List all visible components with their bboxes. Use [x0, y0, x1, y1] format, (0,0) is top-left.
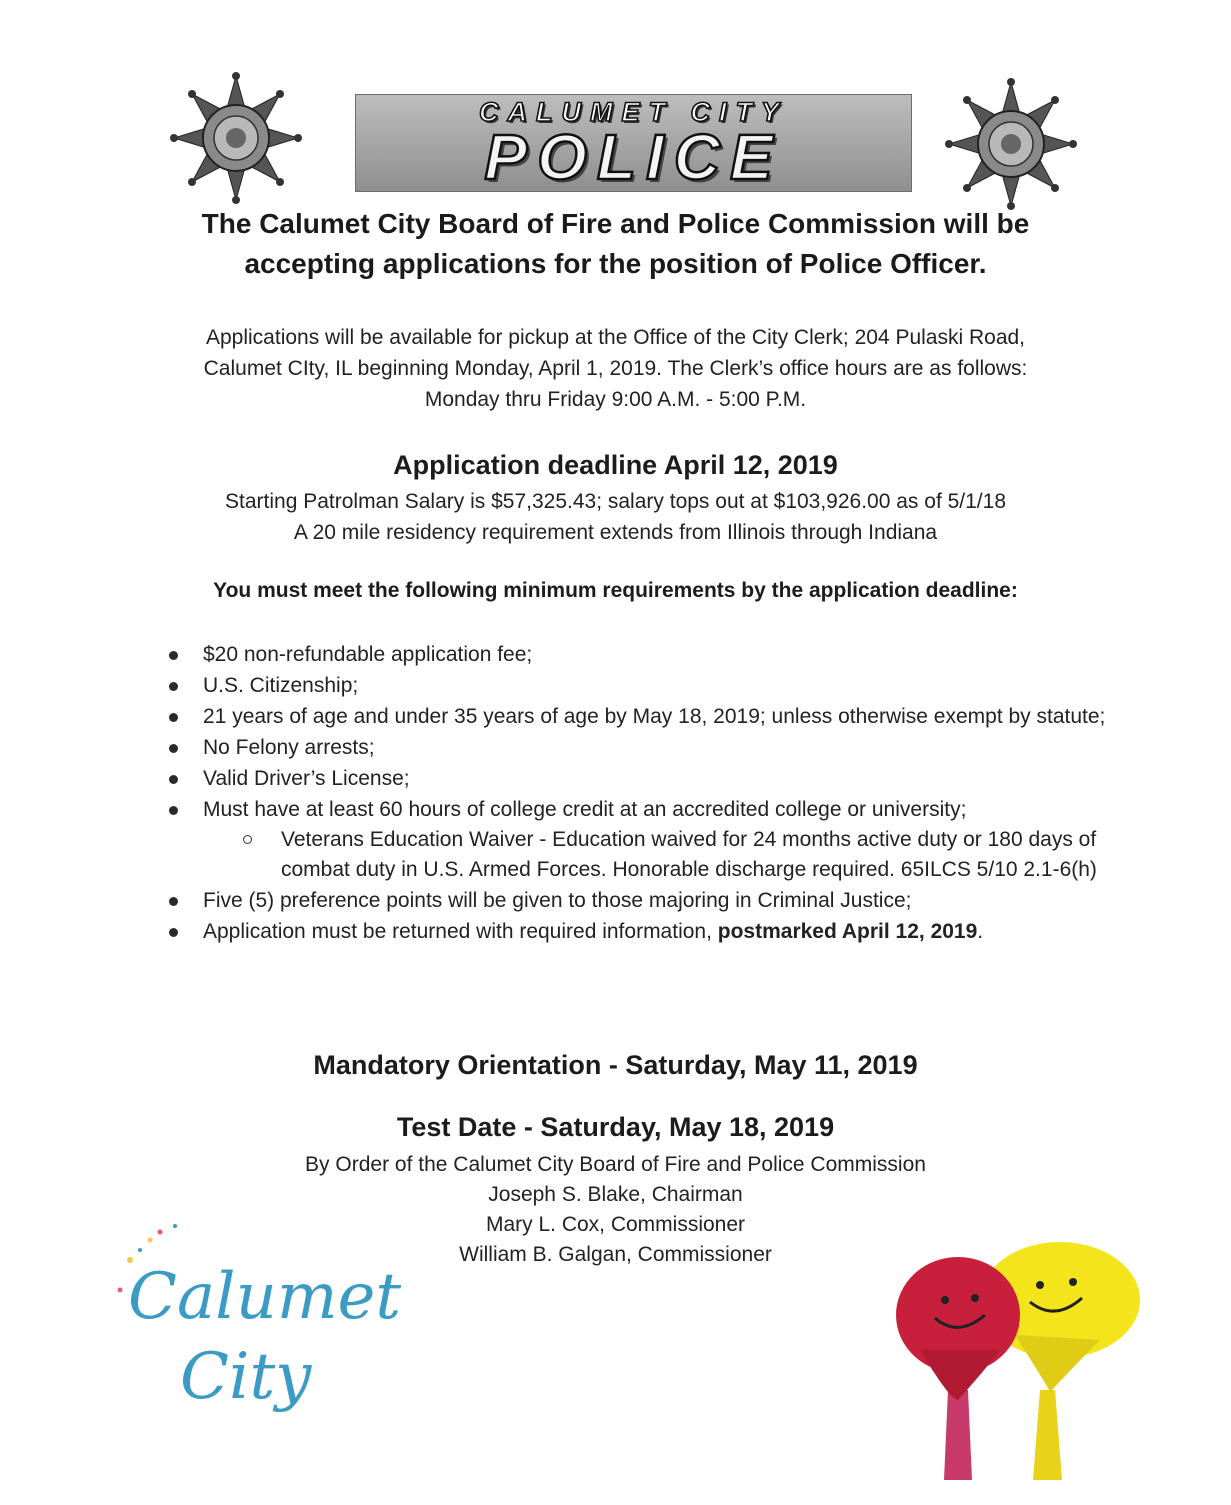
signature-line-3: Mary L. Cox, Commissioner [485, 1213, 746, 1236]
calumet-city-police-banner [355, 94, 912, 192]
list-item [165, 795, 1140, 885]
signature-line-1: By Order of the Calumet City Board of Fire and Police Commission [305, 1153, 926, 1176]
intro-paragraph [0, 322, 1231, 415]
list-item: 21 years of age and under 35 years of age by May 18, 2019; unless otherwise exempt by statute; [165, 702, 1140, 732]
sub-list-item: Veterans Education Waiver - Education waived for 24 months active duty or 180 days of combat duty in U.S. Armed Forces. Honorable discharge required. 65ILCS 5/10 2.1-6(h) [203, 825, 1140, 885]
list-item-text: Must have at least 60 hours of college credit at an accredited college or university; [203, 798, 967, 821]
banner-police-text: POLICE [484, 121, 783, 193]
calumet-city-logo [100, 1220, 402, 1420]
logo-word-calumet: Calumet [128, 1260, 402, 1334]
banner-city-text: CALUMET CITY [479, 97, 788, 127]
logo-word-city: City [180, 1340, 312, 1414]
application-deadline-heading: Application deadline April 12, 2019 [393, 450, 838, 480]
intro-line-1: Applications will be available for pickup at the Office of the City Clerk; 204 Pulaski Road, [205, 326, 1026, 349]
requirements-heading: You must meet the following minimum requirements by the application deadline: [213, 579, 1018, 602]
intro-line-2: Calumet CIty, IL beginning Monday, April 1, 2019. The Clerk’s office hours are as follows: [203, 357, 1028, 380]
signature-line-4: William B. Galgan, Commissioner [459, 1243, 772, 1266]
list-item: $20 non-refundable application fee; [165, 640, 1140, 670]
list-item: Five (5) preference points will be given to those majoring in Criminal Justice; [165, 886, 1140, 916]
postmark-date: postmarked April 12, 2019 [717, 920, 978, 943]
salary-line-1: Starting Patrolman Salary is $57,325.43; salary tops out at $103,926.00 as of 5/1/18 [225, 490, 1006, 513]
headline [0, 204, 1231, 284]
test-date: Test Date - Saturday, May 18, 2019 [396, 1112, 835, 1142]
salary-info [0, 486, 1231, 548]
signature-line-2: Joseph S. Blake, Chairman [488, 1183, 743, 1206]
intro-line-3: Monday thru Friday 9:00 A.M. - 5:00 P.M. [424, 388, 807, 411]
list-item-text: Application must be returned with required information, [203, 920, 718, 943]
orientation-date: Mandatory Orientation - Saturday, May 11, 2019 [313, 1050, 918, 1080]
sub-list [203, 825, 1140, 885]
headline-line-2: accepting applications for the position of Police Officer. [244, 248, 987, 279]
smiley-water-towers-image [890, 1240, 1150, 1480]
requirements-list [165, 640, 1140, 948]
headline-line-1: The Calumet City Board of Fire and Police Commission will be [201, 208, 1030, 239]
list-item: No Felony arrests; [165, 733, 1140, 763]
salary-line-2: A 20 mile residency requirement extends from Illinois through Indiana [293, 521, 938, 544]
list-item [165, 917, 1140, 947]
list-item: U.S. Citizenship; [165, 671, 1140, 701]
police-star-badge-left [170, 72, 302, 204]
list-item: Valid Driver’s License; [165, 764, 1140, 794]
list-item-end: . [977, 920, 984, 943]
police-star-badge-right [945, 78, 1077, 210]
